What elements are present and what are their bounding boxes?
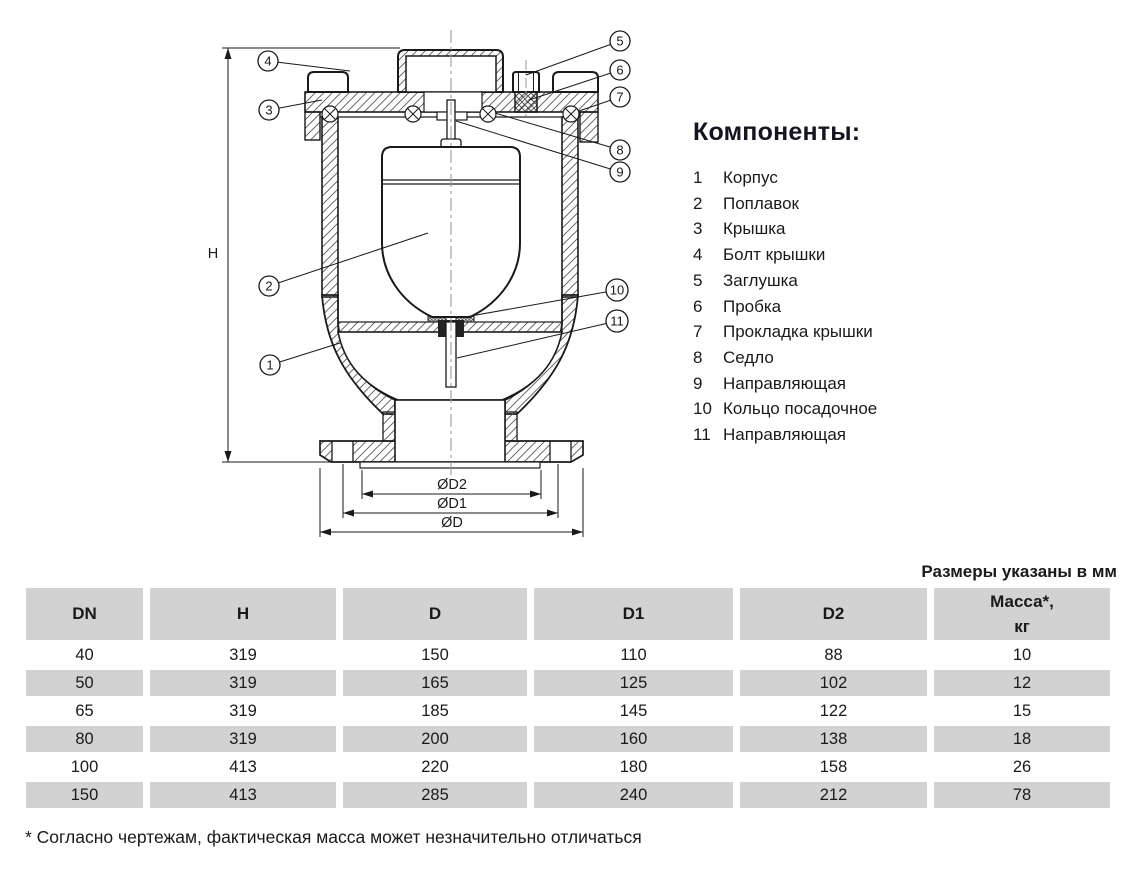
svg-text:7: 7: [616, 89, 624, 105]
table-cell: 88: [824, 645, 843, 664]
svg-text:1: 1: [266, 357, 274, 373]
component-item: [693, 319, 993, 345]
component-item: [693, 268, 993, 294]
table-cell: 18: [934, 726, 1110, 752]
table-cell: 185: [421, 701, 449, 720]
table-cell: 145: [619, 701, 648, 720]
component-name: Корпус: [723, 168, 778, 187]
header-d: D: [343, 588, 527, 640]
cover-bolt-boss-left: [308, 72, 348, 92]
svg-text:2: 2: [265, 278, 273, 294]
table-cell: 158: [819, 757, 848, 776]
flange-bolt-hole-left: [332, 442, 353, 461]
header-mass: [934, 588, 1110, 640]
component-item: [693, 165, 993, 191]
table-row: [26, 698, 1110, 724]
flange-raised-face: [360, 462, 540, 468]
callout-8: [610, 140, 630, 160]
svg-text:3: 3: [265, 102, 273, 118]
table-cell: 319: [229, 645, 257, 664]
component-item: [693, 396, 993, 422]
table-cell: 413: [229, 757, 257, 776]
component-name: Пробка: [723, 296, 782, 316]
table-cell: 319: [229, 701, 257, 720]
svg-text:4: 4: [264, 53, 272, 69]
component-name: Болт крышки: [723, 245, 826, 265]
table-cell: 125: [534, 670, 733, 696]
component-item: [693, 345, 993, 371]
table-cell: 319: [150, 670, 336, 696]
dimensions-table: [19, 586, 1117, 810]
svg-text:9: 9: [616, 164, 624, 180]
component-number: 2: [693, 193, 703, 213]
callout-9: [610, 162, 630, 182]
table-row: [26, 782, 1110, 808]
components-list: [693, 118, 993, 448]
component-number: 11: [693, 425, 711, 445]
component-number: 3: [693, 219, 703, 239]
footnote: * Согласно чертежам, фактическая масса может незначительно отличаться: [25, 827, 642, 847]
header-d1: D1: [534, 588, 733, 640]
table-cell: 12: [934, 670, 1110, 696]
table-cell: 220: [421, 757, 449, 776]
callout-1: [260, 355, 280, 375]
callout-6: [610, 60, 630, 80]
table-cell: 150: [421, 645, 449, 664]
component-number: 4: [693, 245, 703, 265]
dim-label-h: H: [207, 246, 219, 262]
component-item: [693, 422, 993, 448]
table-cell: 150: [26, 782, 143, 808]
component-item: [693, 294, 993, 320]
table-cell: 240: [534, 782, 733, 808]
component-number: 6: [693, 296, 703, 316]
component-number: 7: [693, 322, 703, 342]
table-cell: 165: [343, 670, 527, 696]
component-name: Прокладка крышки: [723, 322, 873, 342]
component-item: [693, 191, 993, 217]
table-cell: 180: [619, 757, 648, 776]
table-cell: 212: [740, 782, 927, 808]
component-name: Крышка: [723, 219, 786, 239]
table-row: [26, 726, 1110, 752]
body-wall-left: [322, 117, 338, 297]
header-h: H: [150, 588, 336, 640]
valve-technical-drawing: [0, 0, 672, 560]
component-number: 9: [693, 373, 703, 393]
component-name: Седло: [723, 347, 774, 367]
table-cell: 40: [75, 645, 94, 664]
svg-text:11: 11: [610, 313, 624, 329]
callout-7: [610, 87, 630, 107]
cover-bolt-boss-right: [553, 72, 598, 92]
cover-skirt-right: [580, 112, 598, 142]
table-row: [26, 642, 1110, 668]
table-cell: 319: [150, 726, 336, 752]
component-name: Заглушка: [723, 270, 798, 290]
table-row: [26, 670, 1110, 696]
callout-3: [259, 100, 279, 120]
component-number: 1: [693, 168, 703, 187]
table-row: [26, 754, 1110, 780]
svg-text:6: 6: [616, 62, 624, 78]
callout-4: [258, 51, 278, 71]
component-number: 10: [693, 399, 712, 419]
table-cell: 138: [740, 726, 927, 752]
component-name: Направляющая: [723, 425, 847, 445]
table-cell: 100: [70, 757, 99, 776]
body-wall-right: [562, 117, 578, 297]
table-cell: 413: [150, 782, 336, 808]
flange-bolt-hole-right: [550, 442, 571, 461]
dim-label-d2: ØD2: [437, 477, 467, 493]
table-cell: 102: [740, 670, 927, 696]
header-d2: D2: [740, 588, 927, 640]
table-cell: 26: [1012, 757, 1032, 776]
table-cell: 200: [343, 726, 527, 752]
callout-11: [606, 310, 628, 332]
table-cell: 160: [534, 726, 733, 752]
table-cell: 122: [819, 701, 848, 720]
table-cell: 80: [26, 726, 143, 752]
table-cell: 110: [620, 645, 647, 664]
table-header-row: [26, 588, 1110, 640]
neck-wall-right: [505, 412, 517, 441]
component-number: 8: [693, 347, 703, 367]
component-name: Кольцо посадочное: [723, 399, 878, 419]
svg-text:10: 10: [609, 282, 625, 298]
cover-skirt-left: [305, 112, 320, 140]
svg-text:5: 5: [616, 33, 624, 49]
component-item: [693, 242, 993, 268]
table-cell: 10: [1012, 645, 1032, 664]
components-title: Компоненты:: [693, 118, 861, 146]
component-name: Направляющая: [723, 373, 847, 393]
table-cell: 15: [1012, 701, 1032, 720]
callout-2: [259, 276, 279, 296]
component-number: 5: [693, 270, 703, 290]
component-item: [693, 371, 993, 397]
table-cell: 65: [75, 701, 94, 720]
table-cell: 285: [343, 782, 527, 808]
table-cell: 78: [934, 782, 1110, 808]
callout-10: [606, 279, 628, 301]
component-name: Поплавок: [723, 193, 799, 213]
header-dn: DN: [26, 588, 143, 640]
table-cell: 50: [26, 670, 143, 696]
callout-5: [610, 31, 630, 51]
dim-label-d: ØD: [441, 515, 463, 531]
header-mass-line1: Масса*,: [990, 591, 1054, 611]
dim-label-d1: ØD1: [437, 496, 467, 512]
component-item: [693, 216, 993, 242]
neck-wall-left: [383, 412, 395, 441]
units-note: Размеры указаны в мм: [921, 562, 1117, 581]
header-mass-line2: кг: [1014, 617, 1030, 636]
neck-bore: [395, 400, 505, 462]
svg-text:8: 8: [616, 142, 624, 158]
